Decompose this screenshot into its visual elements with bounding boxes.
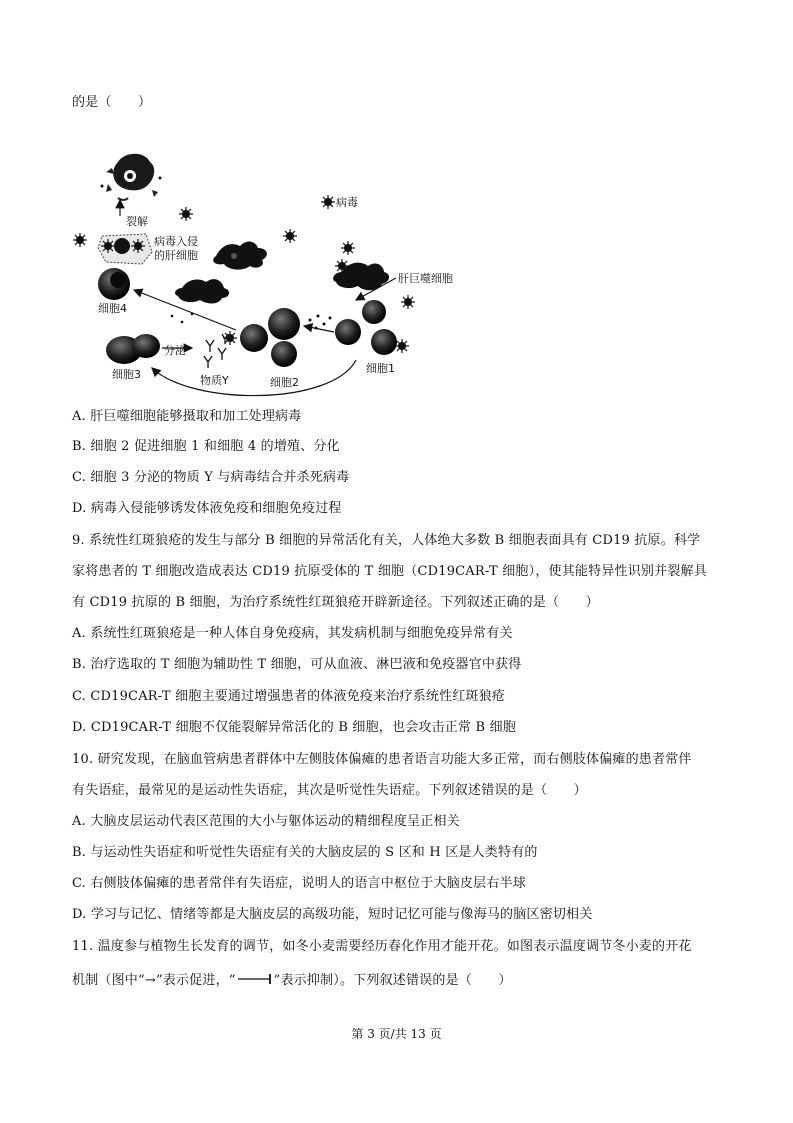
q11-stem-line1: 11. 温度参与植物生长发育的调节，如冬小麦需要经历春化作用才能开花。如图表示温度调节冬小麦的开花 (72, 939, 692, 954)
q8-option-d: D. 病毒入侵能够诱发体液免疫和细胞免疫过程 (72, 501, 342, 516)
cell1 (362, 300, 386, 324)
q8-option-b: B. 细胞 2 促进细胞 1 和细胞 4 的增殖、分化 (72, 439, 340, 454)
q10-option-c: C. 右侧肢体偏瘫的患者常伴有失语症，说明人的语言中枢位于大脑皮层右半球 (72, 876, 526, 891)
inhibit-symbol-icon (236, 973, 274, 985)
arrow-cell1-to-cell3 (152, 360, 356, 396)
q9-stem-line3: 有 CD19 抗原的 B 细胞，为治疗系统性红斑狼疮开辟新途径。下列叙述正确的是（ ） (72, 595, 599, 610)
q10-stem-line1: 10. 研究发现，在脑血管病患者群体中左侧肢体偏瘫的患者语言功能大多正常，而右侧肢体偏瘫的患者常伴 (72, 752, 692, 767)
label-infected-line2: 的肝细胞 (154, 249, 198, 262)
label-kupffer-cell: 肝巨噬细胞 (398, 272, 453, 285)
virus-icon (283, 229, 297, 243)
macrophage (213, 242, 267, 270)
cell1 (335, 319, 361, 345)
label-virus: 病毒 (336, 196, 358, 209)
label-cell3: 细胞3 (112, 368, 141, 381)
q9-option-b: B. 治疗选取的 T 细胞为辅助性 T 细胞，可从血液、淋巴液和免疫器官中获得 (72, 657, 522, 672)
immune-diagram (72, 148, 492, 400)
antibody-icons (204, 334, 228, 368)
virus-icon (73, 233, 87, 247)
q9-stem-line1: 9. 系统性红斑狼疮的发生与部分 B 细胞的异常活化有关，人体绝大多数 B 细胞表面具有 CD19 抗原。科学 (72, 533, 701, 548)
label-cell4: 细胞4 (98, 302, 127, 315)
infected-liver-cell (98, 234, 152, 264)
virus-icon (341, 241, 355, 255)
cell2 (268, 308, 300, 340)
q10-option-a: A. 大脑皮层运动代表区范围的大小与躯体运动的精细程度呈正相关 (72, 814, 460, 829)
virus-icon (395, 339, 409, 353)
macrophage (175, 279, 229, 303)
q11-stem-part2: ”表示抑制）。下列叙述错误的是（ ） (273, 973, 512, 988)
label-cell2: 细胞2 (270, 376, 299, 389)
arrow-cell1-to-cell2 (304, 326, 334, 332)
page-footer: 第 3 页/共 13 页 (351, 1027, 442, 1041)
cell2 (271, 341, 297, 367)
q10-option-d: D. 学习与记忆、情绪等都是大脑皮层的高级功能，短时记忆可能与像海马的脑区密切相关 (72, 907, 593, 922)
virus-icon (179, 207, 193, 221)
immune-response-figure (72, 148, 492, 400)
question-fragment: 的是（ ） (72, 95, 152, 110)
label-secrete: 分泌 (164, 344, 186, 357)
q8-option-c: C. 细胞 3 分泌的物质 Y 与病毒结合并杀死病毒 (72, 470, 350, 485)
virus-icon (401, 295, 415, 309)
q9-option-d: D. CD19CAR-T 细胞不仅能裂解异常活化的 B 细胞，也会攻击正常 B 细胞 (72, 720, 517, 735)
q9-option-c: C. CD19CAR-T 细胞主要通过增强患者的体液免疫来治疗系统性红斑狼疮 (72, 689, 506, 704)
label-lysis: 裂解 (126, 215, 148, 228)
label-substance-y: 物质Y (200, 374, 229, 387)
q10-stem-line2: 有失语症，最常见的是运动性失语症，其次是听觉性失语症。下列叙述错误的是（ ） (72, 783, 587, 798)
label-cell1: 细胞1 (366, 362, 395, 375)
cell3 (132, 334, 160, 358)
lysed-cell (101, 154, 162, 200)
q11-stem-line2 (72, 972, 512, 990)
q8-option-a: A. 肝巨噬细胞能够摄取和加工处理病毒 (72, 409, 302, 424)
cell2 (240, 324, 268, 352)
q9-option-a: A. 系统性红斑狼疮是一种人体自身免疫病，其发病机制与细胞免疫异常有关 (72, 626, 513, 641)
q10-option-b: B. 与运动性失语症和听觉性失语症有关的大脑皮层的 S 区和 H 区是人类特有的 (72, 845, 538, 860)
q9-stem-line2: 家将患者的 T 细胞改造成表达 CD19 抗原受体的 T 细胞（CD19CAR-T 细胞），使其能特异性识别并裂解具 (72, 564, 707, 579)
q11-stem-part1: 机制（图中“→”表示促进，“ (72, 973, 236, 988)
virus-icon (321, 195, 335, 209)
cell1 (371, 329, 397, 355)
label-infected-line1: 病毒入侵 (154, 235, 198, 248)
